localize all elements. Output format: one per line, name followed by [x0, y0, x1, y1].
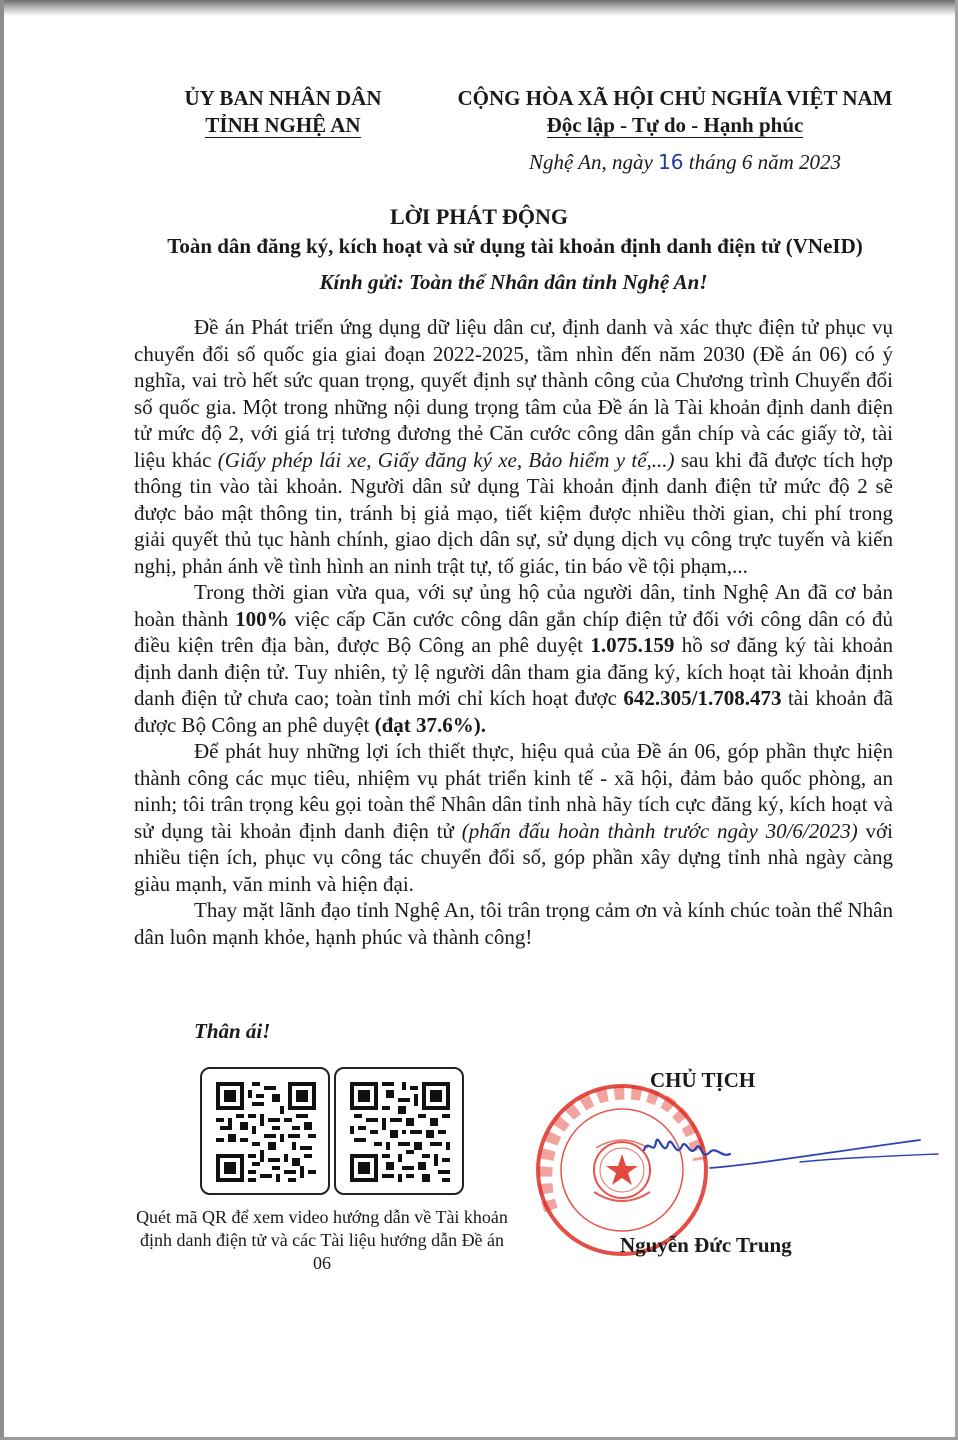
p2-text-g: tài khoản đã được Bộ Công an phê duyệt [134, 686, 893, 737]
p2-rate: (đạt 37.6%). [374, 712, 487, 737]
issuer-line-1: ỦY BAN NHÂN DÂN [184, 86, 382, 110]
p1-text-a: Đề án Phát triển ứng dụng dữ liệu dân cư, định danh và xác thực điện tử phục vụ chuyển đổi số quốc gia giai đoạn 2022-2025, tầm nhìn đến năm 2030 (Đề án 06) có ý nghĩa, vai trò hết sức quan trọng, quyết định sự thành công của Chương trình Chuyển đổi số quốc gia. Một trong những nội dung trọng tâm của Đề án là Tài khoản định danh điện tử mức độ 2, với giá trị tương đương thẻ Căn cước công dân gắn chíp và các giấy tờ, tài liệu khác [134, 315, 893, 472]
national-title: CỘNG HÒA XÃ HỘI CHỦ NGHĨA VIỆT NAM [457, 86, 893, 110]
p2-text-c: việc cấp Căn cước công dân gắn chíp điện tử đối với công dân có đủ điều kiện trên địa bàn, được Bộ Công an phê duyệt [134, 606, 894, 657]
qr-caption: Quét mã QR để xem video hướng dẫn về Tài khoản định danh điện tử và các Tài liệu hướng dẫn Đề án 06 [136, 1207, 508, 1273]
qr-code-icon [350, 1082, 450, 1182]
p3-text-c: với nhiều tiện ích, phục vụ công tác chuyển đổi số, góp phần xây dựng tỉnh nhà ngày càng giàu mạnh, văn minh và hiện đại. [134, 818, 893, 896]
p2-activated-ratio: 642.305/1.708.473 [623, 686, 782, 710]
p1-text-c: sau khi đã được tích hợp thông tin vào tài khoản. Người dân sử dụng Tài khoản định danh điện tử mức độ 2 sẽ được bảo mật thông tin, tránh bị giả mạo, tiết kiệm được nhiều thời gian, chi phí trong giải quyết thủ tục hành chính, giao dịch dân sự, sử dụng dịch vụ công trực tuyến và kiến nghị, phản ánh về tình hình an ninh trật tự, tố giác, tin báo về tội phạm,... [134, 447, 894, 578]
handwritten-signature [640, 1128, 940, 1198]
qr-code-icon [216, 1082, 316, 1182]
p2-approved-count: 1.075.159 [590, 633, 675, 657]
national-motto: Độc lập - Tự do - Hạnh phúc [546, 113, 804, 137]
signer-position: CHỦ TỊCH [650, 1068, 756, 1092]
paragraph-1 [134, 314, 893, 579]
date-line [470, 150, 900, 175]
date-day-handwritten: 16 [658, 150, 684, 174]
p2-text-e: hồ sơ đăng ký tài khoản định danh điện tử. Tuy nhiên, tỷ lệ người dân tham gia đăng ký, kích hoạt tài khoản định danh điện tử chưa cao; toàn tỉnh mới chỉ kích hoạt được [134, 633, 894, 710]
p1-text-italic: (Giấy phép lái xe, Giấy đăng ký xe, Bảo hiểm y tế,...) [217, 447, 675, 472]
document-title: LỜI PHÁT ĐỘNG [389, 204, 569, 229]
p3-deadline: (phấn đấu hoàn thành trước ngày 30/6/2023) [461, 818, 858, 843]
document-subtitle: Toàn dân đăng ký, kích hoạt và sử dụng tài khoản định danh điện tử (VNeID) [167, 234, 863, 258]
p2-percent: 100% [235, 606, 288, 631]
date-prefix: Nghệ An, ngày [528, 150, 653, 174]
p3-text-a: Để phát huy những lợi ích thiết thực, hiệu quả của Đề án 06, góp phần thực hiện thành công các mục tiêu, nhiệm vụ phát triển kinh tế - xã hội, đảm bảo quốc phòng, an ninh; tôi trân trọng kêu gọi toàn thể Nhân dân tỉnh nhà hãy tích cực đăng ký, kích hoạt và sử dụng tài khoản định danh điện tử [134, 739, 893, 843]
qr-code-video[interactable] [200, 1067, 330, 1195]
scan-shadow-top [0, 0, 958, 16]
salutation: Kính gửi: Toàn thể Nhân dân tỉnh Nghệ An! [319, 270, 708, 294]
paragraph-4: Thay mặt lãnh đạo tỉnh Nghệ An, tôi trân trọng cảm ơn và kính chúc toàn thể Nhân dân luôn mạnh khỏe, hạnh phúc và thành công! [134, 898, 893, 949]
signer-name: Nguyễn Đức Trung [620, 1233, 792, 1257]
p2-text-a: Trong thời gian vừa qua, với sự ủng hộ của người dân, tỉnh Nghệ An đã cơ bản hoàn thành [134, 580, 893, 631]
issuer-line-2: TỈNH NGHỆ AN [205, 113, 361, 137]
national-header [445, 85, 905, 139]
qr-code-documents[interactable] [334, 1067, 464, 1195]
paragraph-3 [134, 738, 893, 897]
paragraph-2 [134, 579, 893, 738]
date-suffix: tháng 6 năm 2023 [688, 150, 842, 174]
issuer-header [168, 85, 398, 139]
document-body [134, 314, 893, 950]
closing-greeting: Thân ái! [194, 1019, 271, 1043]
